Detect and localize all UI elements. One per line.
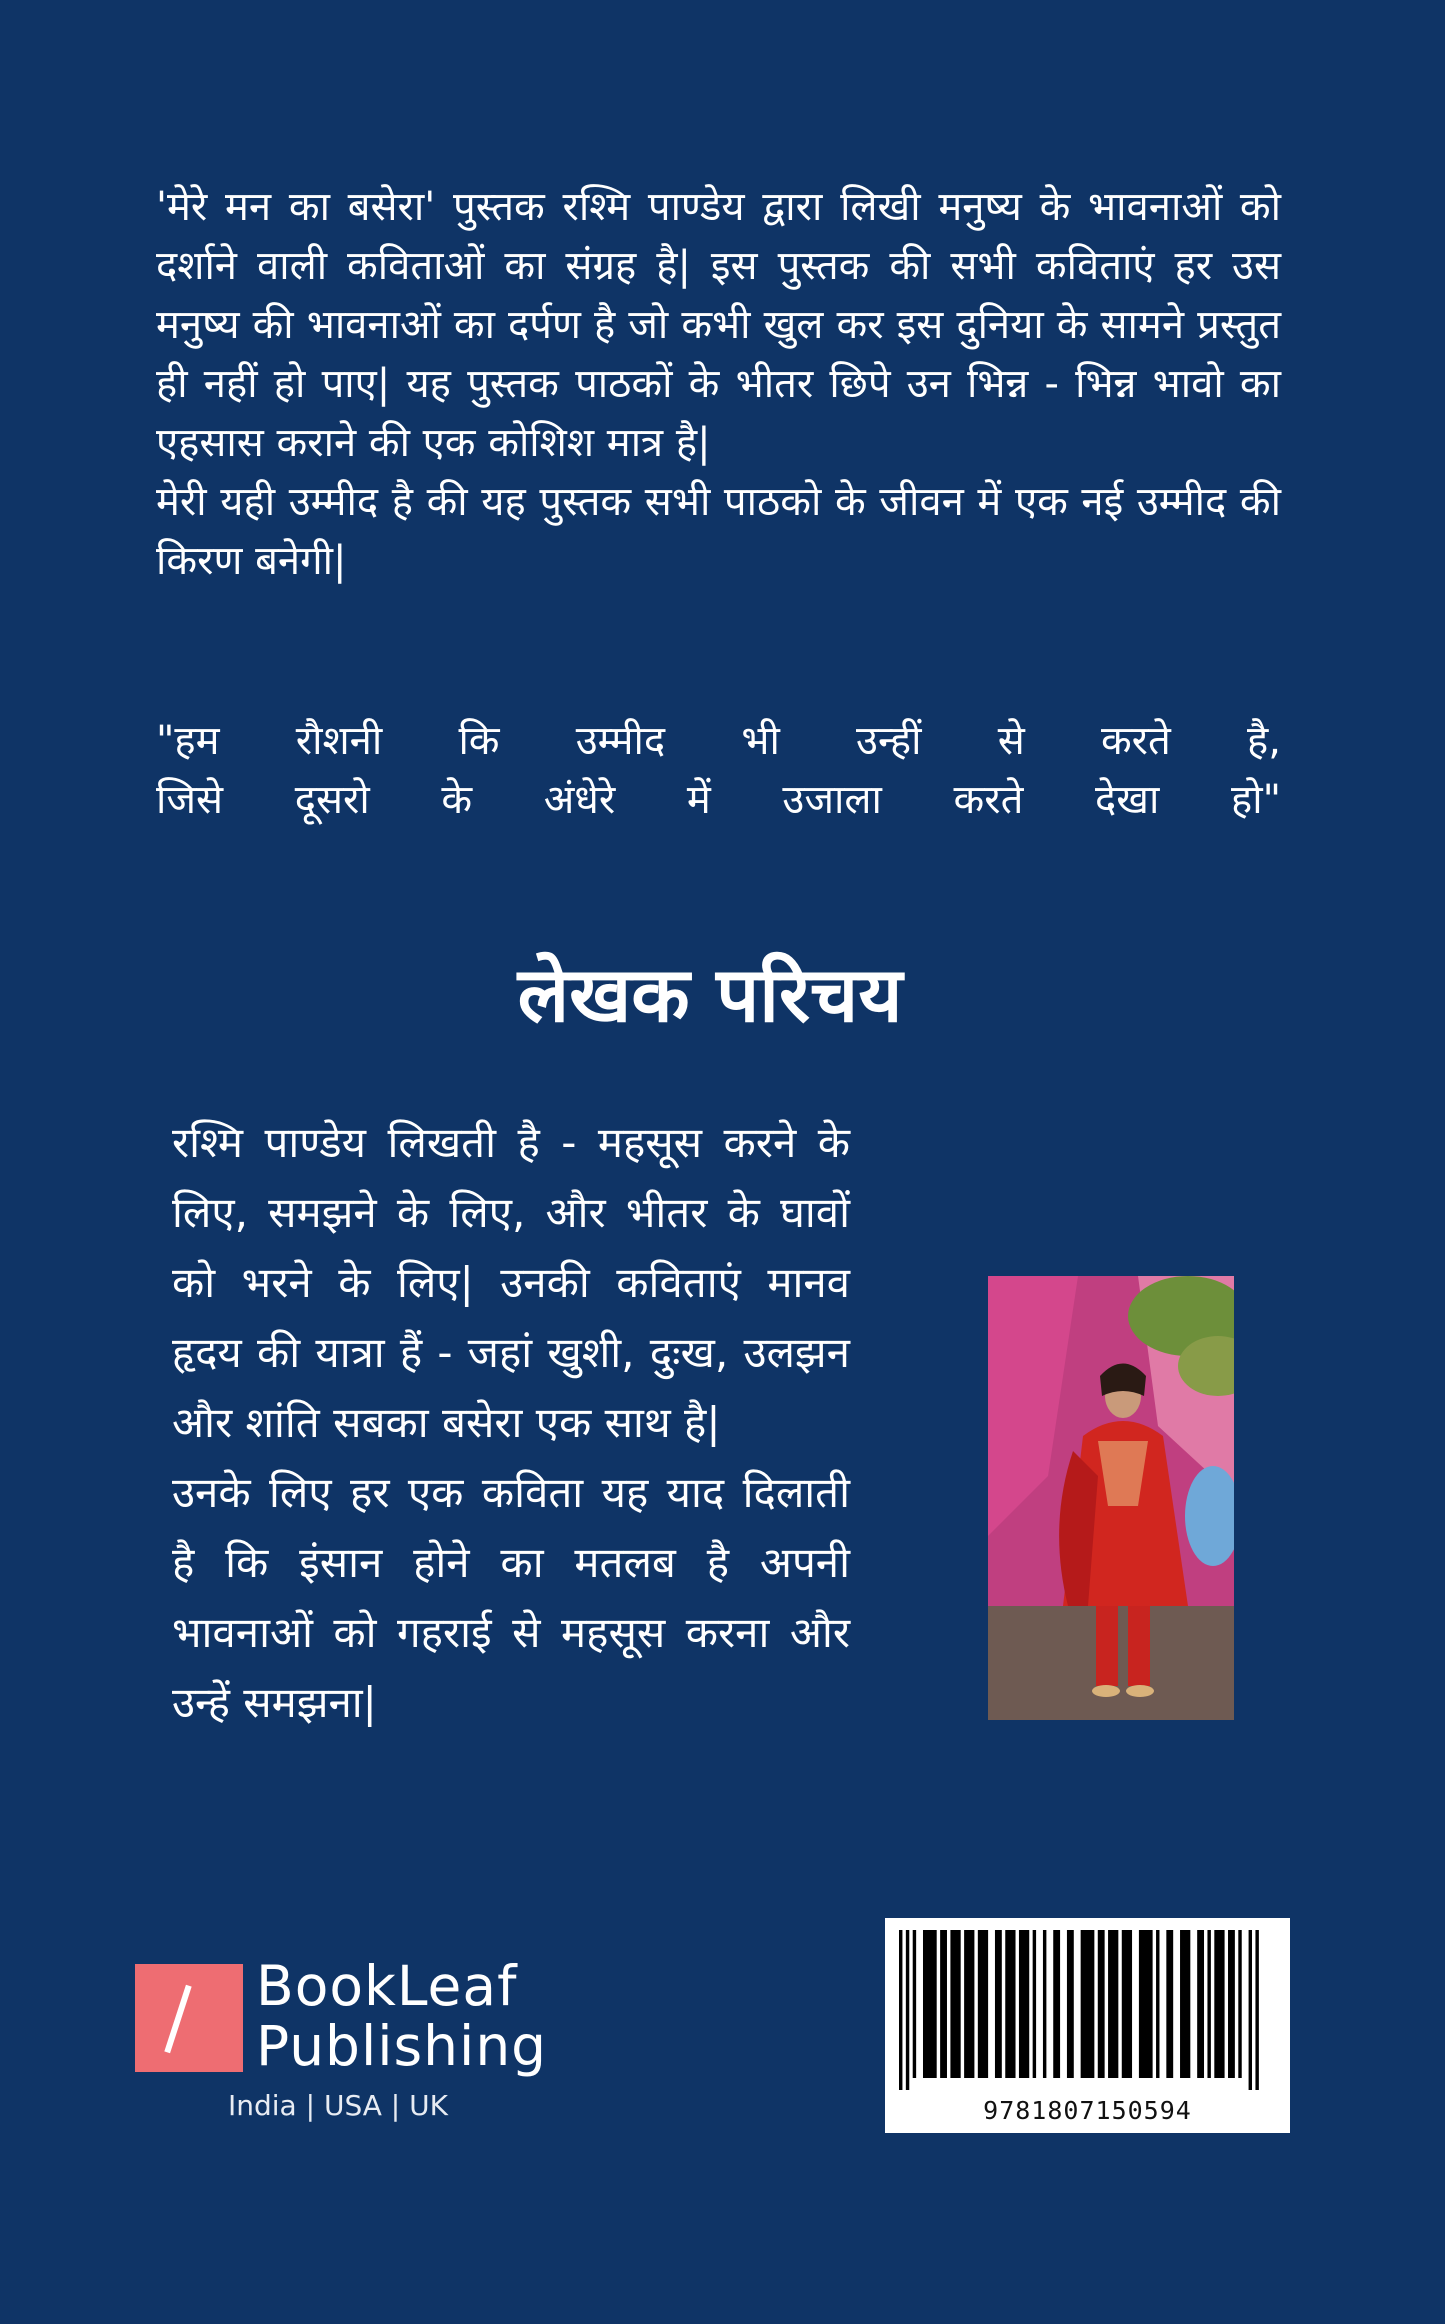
- publisher-name-line-1: BookLeaf: [256, 1954, 518, 2018]
- author-photo: [988, 1276, 1234, 1720]
- quote-line-2: जिसे दूसरो के अंधेरे में उजाला करते देखा हो": [156, 777, 1281, 823]
- publisher-name: [256, 1956, 547, 2076]
- publisher-name-line-2: Publishing: [256, 2014, 548, 2078]
- book-quote: [156, 712, 1281, 830]
- bio-paragraph-1: रश्मि पाण्डेय लिखती है - महसूस करने के लिए, समझने के लिए, और भीतर के घावों को भरने के लिए| उनकी कविताएं मानव हृदय की यात्रा हैं - जहां खुशी, दुःख, उलझन और शांति सबका बसेरा एक साथ है|: [172, 1118, 850, 1447]
- bio-paragraph-2: उनके लिए हर एक कविता यह याद दिलाती है कि इंसान होने का मतलब है अपनी भावनाओं को गहराई से महसूस करना और उन्हें समझना|: [172, 1468, 850, 1727]
- isbn-number: 9781807150594: [983, 2096, 1192, 2125]
- slash-icon: [135, 1964, 243, 2072]
- author-section-heading: लेखक परिचय: [517, 950, 903, 1039]
- barcode-bars: [899, 1930, 1276, 2090]
- blurb-paragraph-1: 'मेरे मन का बसेरा' पुस्तक रश्मि पाण्डेय द्वारा लिखी मनुष्य के भावनाओं को दर्शाने वाली कविताओं का संग्रह है| इस पुस्तक की सभी कविताएं हर उस मनुष्य की भावनाओं का दर्पण है जो कभी खुल कर इस दुनिया के सामने प्रस्तुत ही नहीं हो पाए| यह पुस्तक पाठकों के भीतर छिपे उन भिन्न - भिन्न भावो का एहसास कराने की एक कोशिश मात्र है|: [156, 184, 1281, 466]
- book-blurb: [156, 178, 1281, 591]
- quote-line-1: "हम रौशनी कि उम्मीद भी उन्हीं से करते है,: [156, 718, 1281, 764]
- blurb-paragraph-2: मेरी यही उम्मीद है की यह पुस्तक सभी पाठको के जीवन में एक नई उम्मीद की किरण बनेगी|: [156, 479, 1281, 584]
- publisher-regions: India | USA | UK: [228, 2089, 448, 2122]
- isbn-barcode: [885, 1918, 1290, 2133]
- author-bio: [172, 1108, 850, 1738]
